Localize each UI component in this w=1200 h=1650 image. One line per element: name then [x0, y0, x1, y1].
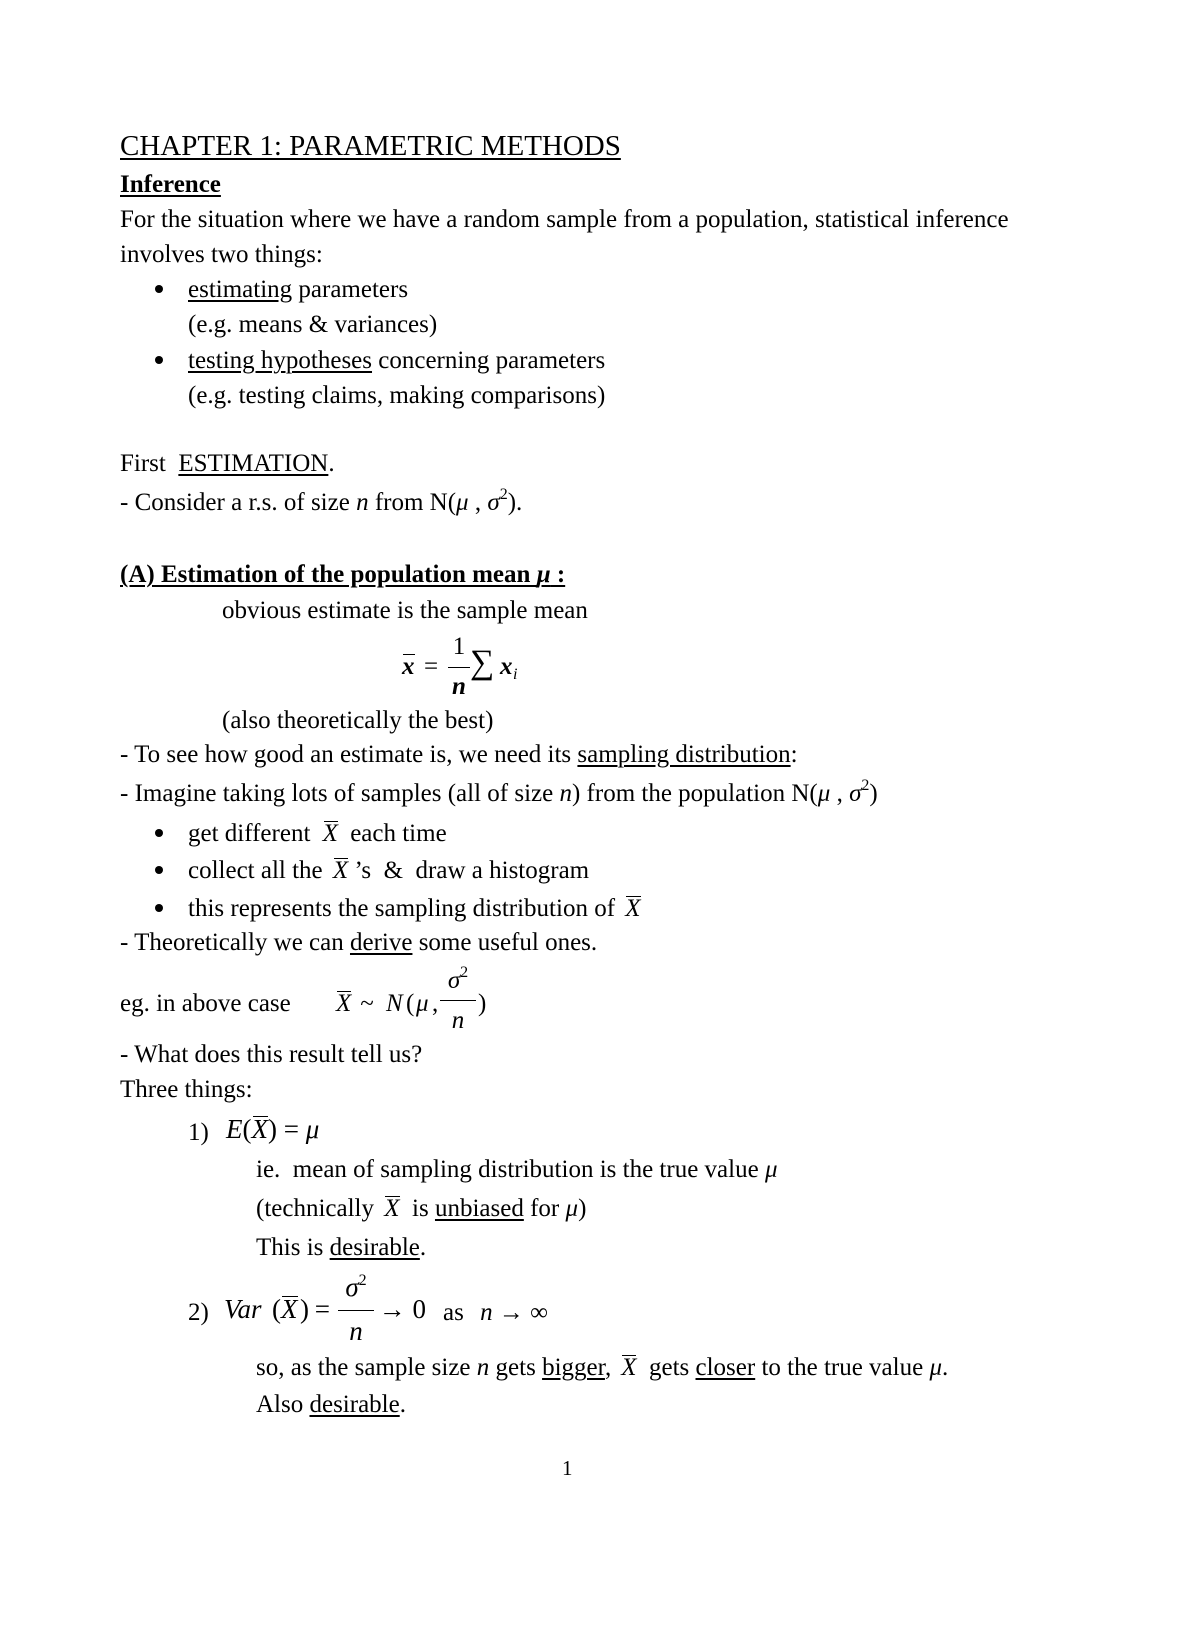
subscript-i: i [513, 666, 518, 683]
equals: = [277, 1114, 306, 1144]
list-item-sub: (e.g. means & variances) [188, 311, 438, 338]
equals: = [308, 1294, 337, 1324]
text: so, as the sample size [256, 1354, 477, 1381]
consider-line [120, 486, 523, 516]
symbol-mu: μ [817, 780, 831, 807]
paren-open: ( [242, 1114, 252, 1144]
symbol-mu: μ [416, 990, 429, 1017]
list-item-sub: (e.g. testing claims, making comparisons) [188, 382, 606, 409]
text: - Imagine taking lots of samples (all of size [120, 780, 560, 807]
numerator [338, 1274, 374, 1301]
text: This is [256, 1234, 330, 1261]
first-estimation [120, 451, 335, 476]
keyword-bigger: bigger [542, 1354, 605, 1381]
denominator: n [349, 1316, 363, 1346]
text: as [443, 1299, 464, 1326]
text: get different [188, 820, 317, 847]
text: gets [489, 1354, 543, 1381]
chapter-title: CHAPTER 1: PARAMETRIC METHODS [120, 130, 621, 162]
exponent: 2 [460, 964, 469, 981]
list-item-get-different [188, 821, 447, 846]
to-see-line [120, 742, 798, 767]
numerator: 1 [452, 633, 466, 660]
text: : [790, 741, 798, 768]
symbol-E: E [226, 1114, 243, 1144]
text: (A) Estimation of the population mean [120, 561, 537, 588]
comma: , [432, 990, 439, 1017]
text: First [120, 450, 179, 477]
symbol-xbar: X [621, 1354, 637, 1381]
symbol-n: n [559, 780, 572, 807]
text: - To see how good an estimate is, we need its [120, 741, 578, 768]
text: - Consider a r.s. of size [120, 489, 357, 516]
list-item-rest: parameters [292, 276, 409, 303]
text: : [550, 561, 566, 588]
symbol-xbar: X [336, 990, 352, 1017]
keyword-estimating: estimating [188, 276, 293, 303]
text: ) [869, 780, 878, 807]
symbol-xbar: X [251, 1114, 268, 1144]
symbol-var: Var [224, 1294, 262, 1324]
symbol-xbar: X [332, 857, 349, 884]
text: ’s & draw a histogram [348, 857, 590, 884]
numerator [440, 964, 476, 994]
bullet-icon [155, 285, 163, 293]
fraction [448, 632, 470, 698]
keyword-unbiased: unbiased [434, 1195, 524, 1222]
text: , [468, 489, 488, 516]
fraction-bar [338, 1310, 374, 1311]
intro-line-2: involves two things: [120, 241, 323, 268]
section-heading-inference: Inference [120, 171, 221, 198]
item-2-also [256, 1392, 406, 1417]
text: ) [578, 1195, 587, 1222]
text: ). [507, 489, 523, 516]
eg-label: eg. in above case [120, 990, 291, 1017]
paren-close: ) [478, 990, 487, 1017]
symbol-N: N [386, 990, 403, 1017]
text: for [523, 1195, 566, 1222]
page-number: 1 [562, 1456, 573, 1480]
list-item-testing [188, 348, 605, 373]
keyword-estimation: ESTIMATION [178, 450, 329, 477]
bullet-icon [155, 356, 163, 364]
imagine-line [120, 777, 878, 807]
denominator: n [452, 673, 466, 700]
text: Also [256, 1391, 310, 1418]
text: , [830, 780, 850, 807]
keyword-desirable: desirable [329, 1234, 420, 1261]
section-heading-a [120, 562, 565, 587]
paren-open: ( [272, 1294, 281, 1324]
arrow-to-zero: → 0 [372, 1294, 426, 1324]
list-item-collect [188, 858, 589, 883]
text: . [942, 1354, 949, 1381]
what-does-line: - What does this result tell us? [120, 1041, 423, 1068]
symbol-xbar: X [384, 1195, 400, 1222]
symbol-mu: μ [456, 489, 469, 516]
symbol-mu: μ [305, 1114, 320, 1144]
also-best: (also theoretically the best) [222, 707, 494, 734]
arrow-to-infinity: → ∞ [492, 1299, 548, 1326]
text: , [604, 1354, 612, 1381]
text: ie. mean of sampling distribution is the true value [256, 1156, 765, 1183]
paren-open: ( [406, 990, 415, 1017]
item-1-technically [256, 1196, 586, 1221]
list-item-rest: concerning parameters [372, 347, 606, 374]
symbol-n: n [476, 1354, 490, 1381]
equals: = [424, 653, 439, 680]
item-1-ie [256, 1157, 778, 1182]
fraction-bar [448, 667, 470, 668]
formula-sample-mean [400, 632, 530, 698]
list-item-this-represents [188, 896, 641, 921]
symbol-mu: μ [764, 1156, 778, 1183]
symbol-xbar: X [322, 820, 338, 847]
text: is [399, 1195, 435, 1222]
item-2-so [256, 1355, 948, 1380]
text: ) from the population N( [571, 780, 818, 807]
keyword-closer: closer [695, 1354, 756, 1381]
text: (technically [256, 1195, 381, 1222]
text: some useful ones. [412, 929, 598, 956]
text: . [419, 1234, 427, 1261]
item-2-as [443, 1300, 548, 1325]
keyword-sampling-distribution: sampling distribution [577, 741, 791, 768]
fraction-bar [440, 1000, 476, 1001]
symbol-sigma: σ [487, 489, 500, 516]
symbol-mu: μ [929, 1354, 943, 1381]
formula-sampling-distribution [334, 962, 504, 1034]
symbol-sigma: σ [849, 780, 862, 807]
keyword-derive: derive [349, 929, 413, 956]
text: each time [343, 820, 447, 847]
symbol-mu: μ [536, 561, 551, 588]
symbol-n: n [480, 1299, 493, 1326]
list-item-estimating [188, 277, 408, 302]
symbol-sigma: σ [447, 967, 461, 994]
obvious-estimate: obvious estimate is the sample mean [222, 597, 588, 624]
text: collect all the [188, 857, 329, 884]
symbol-n: n [356, 489, 369, 516]
symbol-xbar: x [402, 653, 415, 680]
fraction [338, 1270, 374, 1346]
text: gets [636, 1354, 696, 1381]
text: - Theoretically we can [120, 929, 350, 956]
paren-close: ) [268, 1114, 277, 1144]
exponent: 2 [499, 486, 508, 503]
symbol-sigma: σ [345, 1272, 359, 1302]
bullet-icon [155, 904, 163, 912]
bullet-icon [155, 866, 163, 874]
text: . [399, 1391, 406, 1418]
fraction [440, 962, 476, 1034]
theoretically-line [120, 930, 597, 955]
item-2-number: 2) [188, 1299, 209, 1326]
text: . [328, 450, 335, 477]
symbol-xbar: X [625, 895, 641, 922]
keyword-testing-hypotheses: testing hypotheses [188, 347, 373, 374]
item-1-number: 1) [188, 1119, 209, 1146]
symbol-x: x [500, 653, 513, 680]
text: from N( [368, 489, 457, 516]
text: this represents the sampling distribution of [188, 895, 622, 922]
tilde: ~ [354, 990, 381, 1017]
symbol-mu: μ [565, 1195, 579, 1222]
paren-close: ) [300, 1294, 309, 1324]
text: to the true value [755, 1354, 930, 1381]
symbol-xbar: X [281, 1294, 298, 1324]
exponent: 2 [861, 777, 870, 794]
three-things: Three things: [120, 1076, 253, 1103]
denominator: n [451, 1007, 465, 1034]
item-1-desirable [256, 1235, 426, 1260]
formula-expectation [226, 1116, 319, 1143]
sum-icon: ∑ [470, 644, 495, 681]
exponent: 2 [358, 1272, 367, 1289]
formula-variance [224, 1270, 444, 1346]
keyword-desirable: desirable [309, 1391, 400, 1418]
intro-line-1: For the situation where we have a random sample from a population, statistical inference [120, 206, 1009, 233]
bullet-icon [155, 829, 163, 837]
